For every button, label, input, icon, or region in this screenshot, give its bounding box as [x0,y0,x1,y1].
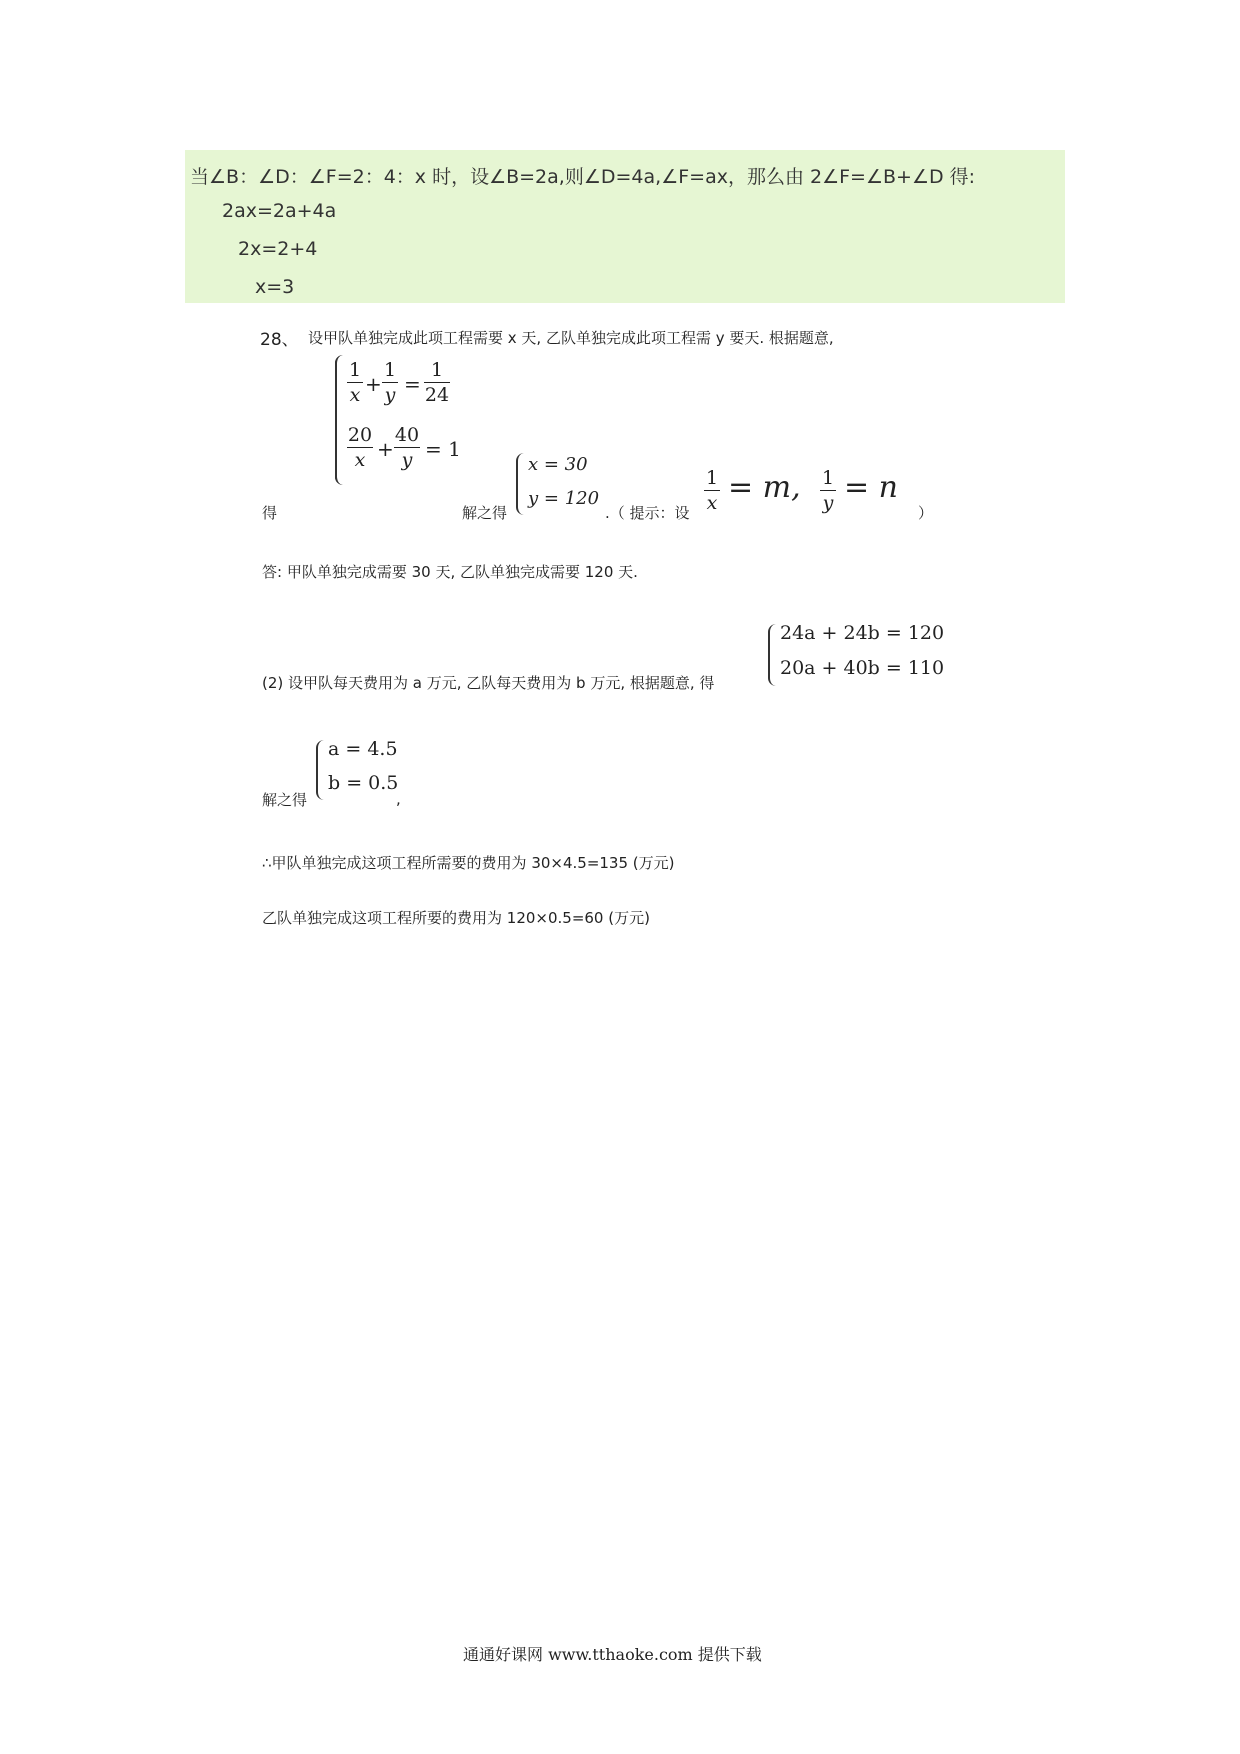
solution-y: y = 120 [528,488,600,509]
cost-team-a: ∴甲队单独完成这项工程所需要的费用为 30×4.5=135 (万元) [262,854,675,872]
cost-equation-1: 24a + 24b = 120 [780,622,945,644]
fraction-1-over-24: $\frac{1}{24}$ [424,359,450,406]
solve-label-2: 解之得 [262,791,308,809]
angle-ratio-text: 当∠B：∠D：∠F=2：4：x 时，设∠B=2a,则∠D=4a,∠F=ax，那么由 2∠F=∠B+∠D 得: [190,166,976,188]
cost-team-b: 乙队单独完成这项工程所要的费用为 120×0.5=60 (万元) [262,909,650,927]
plus-sign: + [365,372,382,396]
cost-system-brace [768,624,778,686]
solution-brace [516,453,526,515]
fraction-40-over-y: $\frac{40}{y}$ [394,424,420,471]
solution-x: x = 30 [528,454,588,475]
equation-step-3: x=3 [255,276,295,298]
comma: , [396,790,401,808]
equation-step-1: 2ax=2a+4a [222,200,337,222]
hint-fraction-1-over-x: $\frac{1}{x}$ [705,467,719,514]
cost-equation-2: 20a + 40b = 110 [780,657,945,679]
plus-sign: + [377,437,394,461]
solution-b: b = 0.5 [328,772,399,794]
question-number: 28、 [260,330,299,350]
equation-step-2: 2x=2+4 [238,238,318,260]
fraction-1-over-y: $\frac{1}{y}$ [383,359,397,406]
solution-a: a = 4.5 [328,738,398,760]
de-label: 得 [262,504,278,522]
hint-n: = n [844,470,898,505]
answer-text: 答: 甲队单独完成需要 30 天, 乙队单独完成需要 120 天. [262,563,638,581]
question-intro: 设甲队单独完成此项工程需要 x 天, 乙队单独完成此项工程需 y 要天. 根据题意, [308,329,834,347]
equals-one: = 1 [425,437,461,461]
footer-text: 通通好课网 www.tthaoke.com 提供下载 [463,1645,762,1664]
fraction-20-over-x: $\frac{20}{x}$ [347,424,373,471]
hint-close: ） [918,504,934,522]
part2-text: (2) 设甲队每天费用为 a 万元, 乙队每天费用为 b 万元, 根据题意, 得 [262,674,715,692]
hint-prefix: .（ 提示：设 [605,504,690,522]
cost-solution-brace [316,740,326,800]
solve-label: 解之得 [462,504,508,522]
equals-sign: = [404,372,421,396]
hint-m: = m, [728,470,801,505]
hint-fraction-1-over-y: $\frac{1}{y}$ [821,467,835,514]
fraction-1-over-x: $\frac{1}{x}$ [348,359,362,406]
